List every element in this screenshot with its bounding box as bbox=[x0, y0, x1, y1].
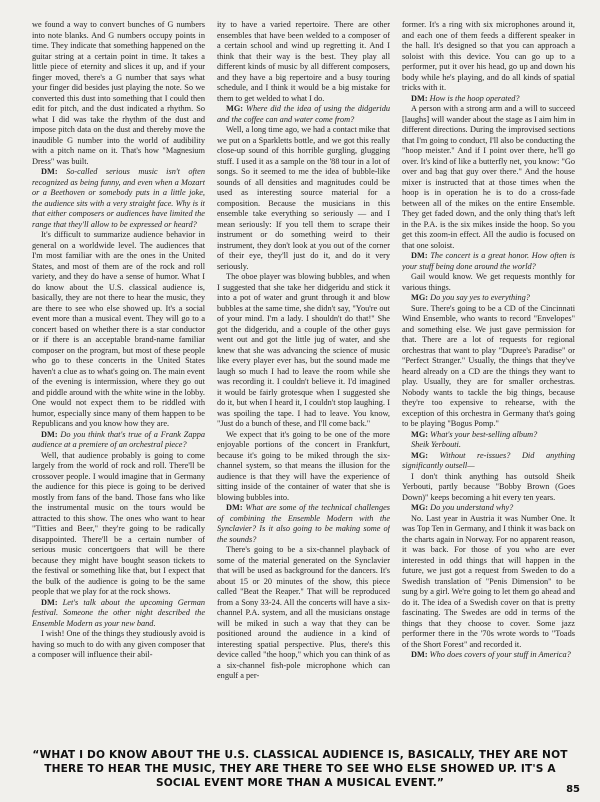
question-text: Who does covers of your stuff in America? bbox=[429, 650, 571, 659]
paragraph-text: Gail would know. We get requests monthly for various things. bbox=[402, 272, 575, 292]
interview-question bbox=[402, 503, 575, 514]
speaker-label: DM: bbox=[226, 503, 243, 512]
interview-answer bbox=[402, 440, 575, 451]
paragraph-text: Sure. There's going to be a CD of the Cincinnati Wind Ensemble, who wants to record "Envelopes" and something else. We just gave permission for that. There are a lot of requests for regional orchestras that want to play "Dupree's Paradise" or "Perfect Stranger." Usually, the things that they've heard already on a CD are the things they want to play. Usually, they are for smaller orchestras. Nobody wants to tackle the big things, because they're too expensive to rehearse, with the exception of this orchestra in Germany that's going to be playing "Bogus Pomp." bbox=[402, 303, 575, 428]
interview-answer bbox=[32, 230, 205, 430]
interview-question bbox=[32, 598, 205, 630]
interview-answer bbox=[32, 451, 205, 598]
speaker-label: MG: bbox=[411, 503, 429, 512]
interview-answer bbox=[217, 545, 390, 682]
interview-answer bbox=[402, 104, 575, 251]
question-text: Do you think that's true of a Frank Zappa audience at a premiere of an orchestral piece? bbox=[32, 429, 205, 449]
paragraph-text: There's going to be a six-channel playback of some of the material generated on the Synclavier that will be used as background for the dancers. It's about 15 or 20 minutes of the show, this piece called "Beat the Reaper." That will be reproduced from a Sony 33-24. All the concerts will have a six-channel P.A. system, and all the musicians onstage will be miked in such a way that they can be positioned around the audience in a kind of interesting spatial perspective. Plus, there's this device called "the hoop," which you can think of as a six-channel fish-pole microphone which can engulf a per- bbox=[217, 545, 390, 680]
question-text: Without re-issues? Did anything significantly outsell— bbox=[402, 450, 575, 470]
paragraph-text: ity to have a varied repertoire. There are other ensembles that have been welded to a composer of a certain school and wind up regretting it. And I think that their way is the best. They play all different kinds of music by all different composers, and they have a big repertoire and a busy touring schedule, and I think it would be a big mistake for them to get welded to what I do. bbox=[217, 20, 390, 103]
speaker-label: DM: bbox=[411, 251, 428, 260]
text-column-2 bbox=[217, 20, 390, 755]
paragraph-text: Sheik Yerbouti. bbox=[411, 440, 461, 449]
interview-answer bbox=[402, 304, 575, 430]
speaker-label: MG: bbox=[411, 450, 429, 460]
interview-answer bbox=[402, 272, 575, 293]
interview-answer bbox=[32, 20, 205, 167]
paragraph-text: I don't think anything has outsold Sheik Yerbouti, partly because "Bobby Brown (Goes Down)" keeps becoming a hit every ten years. bbox=[402, 471, 575, 502]
speaker-label: DM: bbox=[411, 650, 428, 659]
paragraph-text: No. Last year in Austria it was Number One. It was Top Ten in Germany, and I think it was back on the charts again in Norway. For no apparent reason, it was back. For those of you who are ever interested in odd things that will happen in the future, we just got a request from Sweden to do a Swedish translation of "Penis Dimension" to be sung by a girl. We're going to let them go ahead and do it. The idea of a Swedish cover on that is pretty fascinating. The Swedes are odd in terms of the things that they choose to cover. Some jazz performer there in the '70s wrote words to "Toads of the Short Forest" and recorded it. bbox=[402, 513, 575, 649]
interview-answer bbox=[217, 125, 390, 272]
question-text: What are some of the technical challenges of combining the Ensemble Modern with the Synclavier? Is it also going to be making some of the sounds? bbox=[217, 503, 390, 544]
interview-question bbox=[217, 503, 390, 545]
interview-answer bbox=[32, 629, 205, 661]
interview-question bbox=[32, 430, 205, 451]
speaker-label: DM: bbox=[411, 93, 428, 103]
interview-question bbox=[402, 430, 575, 441]
paragraph-text: We expect that it's going to be one of the more enjoyable portions of the concert in Frankfurt, because it's going to be miked through the six-channel system, so that means the illusion for the audience is that they will have the experience of sitting inside of the container of water that she is blowing bubbles into. bbox=[217, 429, 390, 502]
interview-question bbox=[402, 251, 575, 272]
interview-answer bbox=[217, 20, 390, 104]
interview-question bbox=[402, 451, 575, 472]
question-text: Do you say yes to everything? bbox=[430, 293, 530, 302]
interview-question bbox=[402, 650, 575, 661]
paragraph-text: The oboe player was blowing bubbles, and when I suggested that she take her didgeridu and stick it into a pot of water and grunt through it and blow bubbles at the same time, she didn't say, "You're out of your mind. I'm a lady. I shouldn't do that!" She got the didgeridu, and a couple of the other guys went out and got the little jug of water, and she knew that she was advancing the science of music like every player ever has, but the sound made me laugh so much I had to leave the room while she was recording it. I couldn't believe it. I'd imagined it would be fairly grotesque when I suggested she do it, but when I heard it, I couldn't stop laughing. I was spoiling the tape. I had to leave. You know, "Just do a bunch of these, and I'll come back." bbox=[217, 272, 390, 428]
paragraph-text: I wish! One of the things they studiously avoid is having so much to do with any given composer that a composer will influence their abil- bbox=[32, 629, 205, 659]
question-text: What's your best-selling album? bbox=[430, 429, 538, 439]
interview-question bbox=[402, 94, 575, 105]
paragraph-text: A person with a strong arm and a will to succeed [laughs] will wander about the stage as I aim him in different directions. During the improvised sections that I'm going to conduct, I'll also be conducting the "hoop meister." And if I point over there, he'll go over. It's kind of like a butterfly net, you know: "Go over and bag that guy over there." And the house mixer is instructed that at those times when the hoop is in operation he is to do a cross-fade between all of the mikes on the entire Ensemble. They get faded down, and the only thing that's left in the P.A. is the six mikes inside the hoop. So you get this zoom-in effect. All the audio is focused on that one soloist. bbox=[402, 104, 575, 250]
text-column-3 bbox=[402, 20, 575, 755]
question-text: Let's talk about the upcoming German festival. Someone the other night described the Ensemble Modern as your new band. bbox=[32, 597, 205, 628]
interview-answer bbox=[402, 20, 575, 94]
pull-quote: “WHAT I DO KNOW ABOUT THE U.S. CLASSICAL AUDIENCE IS, BASICALLY, THEY ARE NOT THERE TO HEAR THE MUSIC, THEY ARE THERE TO SEE WHO ELSE SHOWED UP. IT'S A SOCIAL EVENT MORE THAN A MUSICAL EVENT.” bbox=[32, 749, 568, 789]
paragraph-text: It's difficult to summarize audience behavior in general on a worldwide level. The audiences that I'm most familiar with are the ones in the United States, and most of them are of the rock and roll variety, and they do have a sense of humor. What I do know about the U.S. classical audience is, basically, they are not there to hear the music, they are there to see who else showed up. It's a social event more than a musical event. They will go to a concert based on whether there is a star conductor or if there is an acceptable brand-name familiar composer on the program, but most of these people who go to these concerts in the United States haven't a clue as to what's going on. The main event of the evening is intermission, where they go out and piddle around with the white wine in the lobby. One would not expect them to be riddled with humor, especially since many of them happen to be Republicans and you know how they are. bbox=[32, 230, 205, 428]
speaker-label: DM: bbox=[41, 597, 58, 607]
interview-question bbox=[217, 104, 390, 125]
paragraph-text: we found a way to convert bunches of G numbers into note blanks. And G numbers occupy points in time. They indicate that something happened on the guitar string at a certain point in time. It takes a little piece of eternity and slices it up, and if your finger moved, there's a G number that says what your finger did besides just playing the note. So we converted this dust into something that I could then edit for pitch, and the dust indicated a rhythm. So what I did was take the rhythm of the dust and impose pitch data on the dust and thereby move the inaudible G number into the world of audibility with a pitch name on it. That's how "Magnesium Dress" was built. bbox=[32, 20, 205, 166]
page-number: 85 bbox=[566, 784, 580, 795]
speaker-label: MG: bbox=[411, 293, 429, 302]
speaker-label: DM: bbox=[41, 429, 58, 439]
speaker-label: MG: bbox=[411, 429, 429, 439]
question-text: Do you understand why? bbox=[430, 503, 514, 512]
interview-answer bbox=[402, 472, 575, 504]
interview-question bbox=[402, 293, 575, 304]
interview-answer bbox=[402, 514, 575, 651]
interview-answer bbox=[217, 430, 390, 504]
paragraph-text: Well, that audience probably is going to come largely from the world of rock and roll. There'll be crossover people. I would imagine that in Germany the audience for this piece is going to be derived mostly from fans of the band. Those fans who like the instrumental music on the tours would be attracted to this show. The ones who want to hear "Titties and Beer," they're going to be radically disappointed. There'll be a certain number of serious music concertgoers that will be there because they might have bought season tickets to the festival or something like that, but I expect that the bulk of the audience is going to be the same people that we play for at the rock shows. bbox=[32, 450, 205, 596]
speaker-label: DM: bbox=[41, 167, 58, 176]
question-text: How is the hoop operated? bbox=[429, 93, 520, 103]
text-column-1 bbox=[32, 20, 205, 755]
interview-answer bbox=[217, 272, 390, 430]
question-text: So-called serious music isn't often recognized as being funny, and even when a Mozart or a Beethoven or somebody puts in a little joke, the audience sits with a very straight face. Why is it that either composers or audiences have limited the range that they'll allow to be expressed or heard? bbox=[32, 167, 205, 229]
paragraph-text: Well, a long time ago, we had a contact mike that we put on a Sparkletts bottle, and we got this really close-up sound of this horrible gurgling, glugging stuff. I used it as a sample on the '88 tour in a lot of songs. So it seemed to me the idea of bubble-like sounds of all densities and magnitudes could be used as interesting source material for a composition. Because the musicians in this ensemble take everything so seriously — and I mean seriously: If you tell them to scrape their instrument or do something weird to their instrument, they don't look at you out of the corner of their eye, they'll just do it, and do it very seriously. bbox=[217, 125, 390, 271]
speaker-label: MG: bbox=[226, 104, 244, 113]
question-text: The concert is a great honor. How often is your stuff being done around the world? bbox=[402, 251, 575, 271]
interview-question bbox=[32, 167, 205, 230]
paragraph-text: former. It's a ring with six microphones around it, and each one of them feeds a different speaker in the hall. It's designed so that you can approach a soloist with this device. You can go up to a performer, put it over his head, go up and down his body while he's playing, and do all kinds of spatial tricks with it. bbox=[402, 20, 575, 92]
question-text: Where did the idea of using the didgeridu and the coffee can and water come from? bbox=[217, 104, 390, 124]
